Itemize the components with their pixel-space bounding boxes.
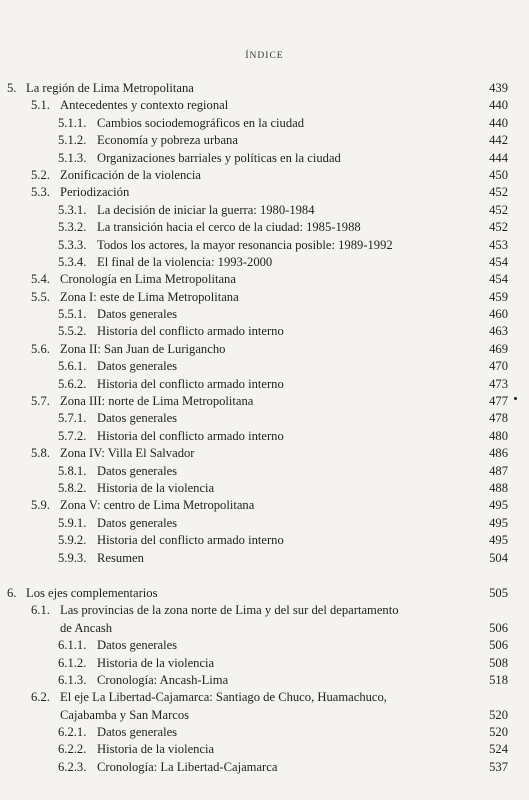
toc-entry-title: Datos generales xyxy=(97,725,178,740)
toc-entry-number: 5.1.3. xyxy=(58,150,87,165)
table-of-contents xyxy=(0,80,529,776)
toc-entry-title: La región de Lima Metropolitana xyxy=(26,81,194,95)
toc-entry-page: 440 xyxy=(489,98,508,113)
toc-entry-number: 6.2. xyxy=(31,690,50,705)
toc-entry-title: Historia de la violencia xyxy=(97,742,215,757)
toc-entry-page: 504 xyxy=(489,550,508,565)
toc-entry-title: Historia del conflicto armado interno xyxy=(97,428,284,443)
toc-entry xyxy=(0,376,529,393)
toc-entry-page: 460 xyxy=(489,307,508,322)
toc-entry-number: 5. xyxy=(7,81,17,95)
toc-entry-page: 508 xyxy=(489,655,508,670)
toc-entry-title: Cronología: Ancash-Lima xyxy=(97,672,229,687)
toc-entry-title: El eje La Libertad-Cajamarca: Santiago de Chuco, Huamachuco, xyxy=(60,690,387,705)
page-header: ÍNDICE xyxy=(245,51,284,61)
toc-entry-number: 5.1. xyxy=(31,98,50,113)
toc-entry-page: 450 xyxy=(489,167,508,182)
toc-entry-title: Cronología: La Libertad-Cajamarca xyxy=(97,759,278,774)
toc-entry-page: 520 xyxy=(489,725,508,740)
toc-entry-page: 444 xyxy=(489,150,508,165)
toc-entry xyxy=(0,271,529,288)
toc-entry xyxy=(0,150,529,167)
toc-entry-title: Datos generales xyxy=(97,638,178,653)
toc-entry-number: 5.1.2. xyxy=(58,133,87,148)
toc-entry xyxy=(0,655,529,672)
toc-entry xyxy=(0,254,529,271)
toc-entry-title: Zonificación de la violencia xyxy=(60,167,201,182)
toc-entry-page: 469 xyxy=(489,341,508,356)
toc-entry xyxy=(0,428,529,445)
toc-entry-number: 5.7.2. xyxy=(58,428,87,443)
toc-entry xyxy=(0,602,529,619)
toc-entry-title: Antecedentes y contexto regional xyxy=(60,98,229,113)
toc-entry xyxy=(0,132,529,149)
toc-entry xyxy=(0,341,529,358)
toc-entry-page: 452 xyxy=(489,202,508,217)
toc-entry-page: 439 xyxy=(489,81,508,95)
toc-entry-number: 5.5.1. xyxy=(58,307,87,322)
toc-entry-title: Las provincias de la zona norte de Lima y del sur del departamento xyxy=(60,603,399,618)
toc-entry-number: 5.7. xyxy=(31,394,50,409)
toc-entry-page: 440 xyxy=(489,115,508,130)
toc-entry-number: 6.1.2. xyxy=(58,655,87,670)
toc-entry-title: Organizaciones barriales y políticas en la ciudad xyxy=(97,150,341,165)
toc-entry-title: Zona III: norte de Lima Metropolitana xyxy=(60,394,254,409)
toc-entry-title: Datos generales xyxy=(97,411,178,426)
toc-entry-number: 5.3. xyxy=(31,185,50,200)
toc-entry-number: 5.7.1. xyxy=(58,411,87,426)
toc-entry-number: 5.5.2. xyxy=(58,324,87,339)
toc-entry-title: Cronología en Lima Metropolitana xyxy=(60,272,236,287)
toc-entry xyxy=(0,410,529,427)
toc-entry-title: Todos los actores, la mayor resonancia posible: 1989-1992 xyxy=(97,237,393,252)
toc-entry-page: 442 xyxy=(489,133,508,148)
toc-entry xyxy=(0,497,529,514)
toc-entry-number: 5.6.2. xyxy=(58,376,87,391)
toc-entry-number: 5.8. xyxy=(31,446,50,461)
toc-entry xyxy=(0,672,529,689)
toc-entry-number: 5.1.1. xyxy=(58,115,87,130)
toc-entry-number: 6.2.3. xyxy=(58,759,87,774)
toc-entry xyxy=(0,550,529,567)
toc-entry-page: 453 xyxy=(489,237,508,252)
toc-entry xyxy=(0,358,529,375)
toc-entry-page: 505 xyxy=(489,585,508,600)
toc-entry-page: 524 xyxy=(489,742,508,757)
toc-entry-number: 5.6.1. xyxy=(58,359,87,374)
toc-entry-page: 506 xyxy=(489,620,508,635)
toc-entry-title: Cajabamba y San Marcos xyxy=(60,707,190,722)
toc-entry xyxy=(0,741,529,758)
toc-entry-title: El final de la violencia: 1993-2000 xyxy=(97,254,273,269)
ink-mark xyxy=(514,397,517,400)
toc-entry-page: 470 xyxy=(489,359,508,374)
toc-entry-number: 6.1. xyxy=(31,603,50,618)
toc-entry xyxy=(0,80,529,97)
toc-entry-title: Datos generales xyxy=(97,463,178,478)
toc-entry xyxy=(0,289,529,306)
toc-entry-number: 5.9.1. xyxy=(58,515,87,530)
toc-entry-number: 5.2. xyxy=(31,167,50,182)
toc-entry-title: Zona IV: Villa El Salvador xyxy=(60,446,195,461)
toc-entry-page: 477 xyxy=(489,394,508,409)
toc-entry xyxy=(0,689,529,706)
toc-entry-title: de Ancash xyxy=(60,620,113,635)
toc-entry-page: 537 xyxy=(489,759,508,774)
toc-entry xyxy=(0,532,529,549)
toc-entry-page: 480 xyxy=(489,428,508,443)
toc-entry-number: 5.4. xyxy=(31,272,50,287)
toc-entry-number: 5.3.4. xyxy=(58,254,87,269)
toc-entry-title: Historia del conflicto armado interno xyxy=(97,376,284,391)
toc-entry-number: 5.3.1. xyxy=(58,202,87,217)
toc-entry xyxy=(0,184,529,201)
toc-entry-page: 487 xyxy=(489,463,508,478)
toc-entry-page: 452 xyxy=(489,185,508,200)
toc-entry-title: Datos generales xyxy=(97,307,178,322)
toc-entry-number: 6. xyxy=(7,585,17,600)
toc-entry-title: Zona V: centro de Lima Metropolitana xyxy=(60,498,255,513)
toc-entry-page: 452 xyxy=(489,220,508,235)
toc-entry-page: 495 xyxy=(489,515,508,530)
toc-entry-page: 454 xyxy=(489,272,508,287)
toc-entry-number: 5.5. xyxy=(31,289,50,304)
toc-entry xyxy=(0,306,529,323)
toc-entry-page: 495 xyxy=(489,533,508,548)
toc-entry-page: 506 xyxy=(489,638,508,653)
toc-entry-title: Historia de la violencia xyxy=(97,655,215,670)
toc-entry xyxy=(0,445,529,462)
toc-entry-title: Resumen xyxy=(97,550,144,565)
toc-entry-title: Historia de la violencia xyxy=(97,480,215,495)
toc-entry xyxy=(0,585,529,602)
toc-entry-number: 5.8.2. xyxy=(58,480,87,495)
toc-entry xyxy=(0,480,529,497)
toc-entry-number: 6.2.1. xyxy=(58,725,87,740)
toc-entry-page: 518 xyxy=(489,672,508,687)
toc-entry-page: 488 xyxy=(489,480,508,495)
toc-entry-number: 5.9. xyxy=(31,498,50,513)
toc-entry xyxy=(0,393,529,410)
toc-entry xyxy=(0,620,529,637)
toc-entry xyxy=(0,115,529,132)
toc-entry xyxy=(0,167,529,184)
toc-entry xyxy=(0,202,529,219)
toc-entry-number: 5.3.3. xyxy=(58,237,87,252)
toc-entry-title: Historia del conflicto armado interno xyxy=(97,324,284,339)
toc-entry-number: 6.2.2. xyxy=(58,742,87,757)
toc-entry xyxy=(0,237,529,254)
toc-entry-title: Cambios sociodemográficos en la ciudad xyxy=(97,115,305,130)
toc-entry-title: Historia del conflicto armado interno xyxy=(97,533,284,548)
toc-entry xyxy=(0,724,529,741)
toc-entry-title: Zona II: San Juan de Lurigancho xyxy=(60,341,226,356)
toc-entry xyxy=(0,707,529,724)
toc-entry-page: 495 xyxy=(489,498,508,513)
toc-entry-number: 6.1.1. xyxy=(58,638,87,653)
toc-entry-page: 520 xyxy=(489,707,508,722)
toc-entry-title: La transición hacia el cerco de la ciudad: 1985-1988 xyxy=(97,220,361,235)
toc-entry-title: Economía y pobreza urbana xyxy=(97,133,238,148)
toc-entry-title: Los ejes complementarios xyxy=(26,585,158,600)
toc-entry-number: 5.3.2. xyxy=(58,220,87,235)
toc-entry xyxy=(0,463,529,480)
toc-entry-page: 486 xyxy=(489,446,508,461)
toc-entry-title: Zona I: este de Lima Metropolitana xyxy=(60,289,239,304)
toc-entry xyxy=(0,97,529,114)
toc-entry xyxy=(0,323,529,340)
toc-entry-page: 478 xyxy=(489,411,508,426)
toc-entry-number: 5.8.1. xyxy=(58,463,87,478)
toc-entry-number: 5.9.2. xyxy=(58,533,87,548)
toc-entry-page: 463 xyxy=(489,324,508,339)
toc-entry-page: 454 xyxy=(489,254,508,269)
toc-entry xyxy=(0,219,529,236)
toc-entry-page: 473 xyxy=(489,376,508,391)
toc-entry-number: 5.9.3. xyxy=(58,550,87,565)
toc-entry-number: 6.1.3. xyxy=(58,672,87,687)
toc-entry-title: Periodización xyxy=(60,185,130,200)
toc-entry-page: 459 xyxy=(489,289,508,304)
toc-entry-number: 5.6. xyxy=(31,341,50,356)
toc-entry-title: La decisión de iniciar la guerra: 1980-1984 xyxy=(97,202,315,217)
toc-entry xyxy=(0,637,529,654)
toc-entry-title: Datos generales xyxy=(97,515,178,530)
toc-entry xyxy=(0,759,529,776)
toc-entry-title: Datos generales xyxy=(97,359,178,374)
section-gap xyxy=(0,567,529,585)
toc-entry xyxy=(0,515,529,532)
